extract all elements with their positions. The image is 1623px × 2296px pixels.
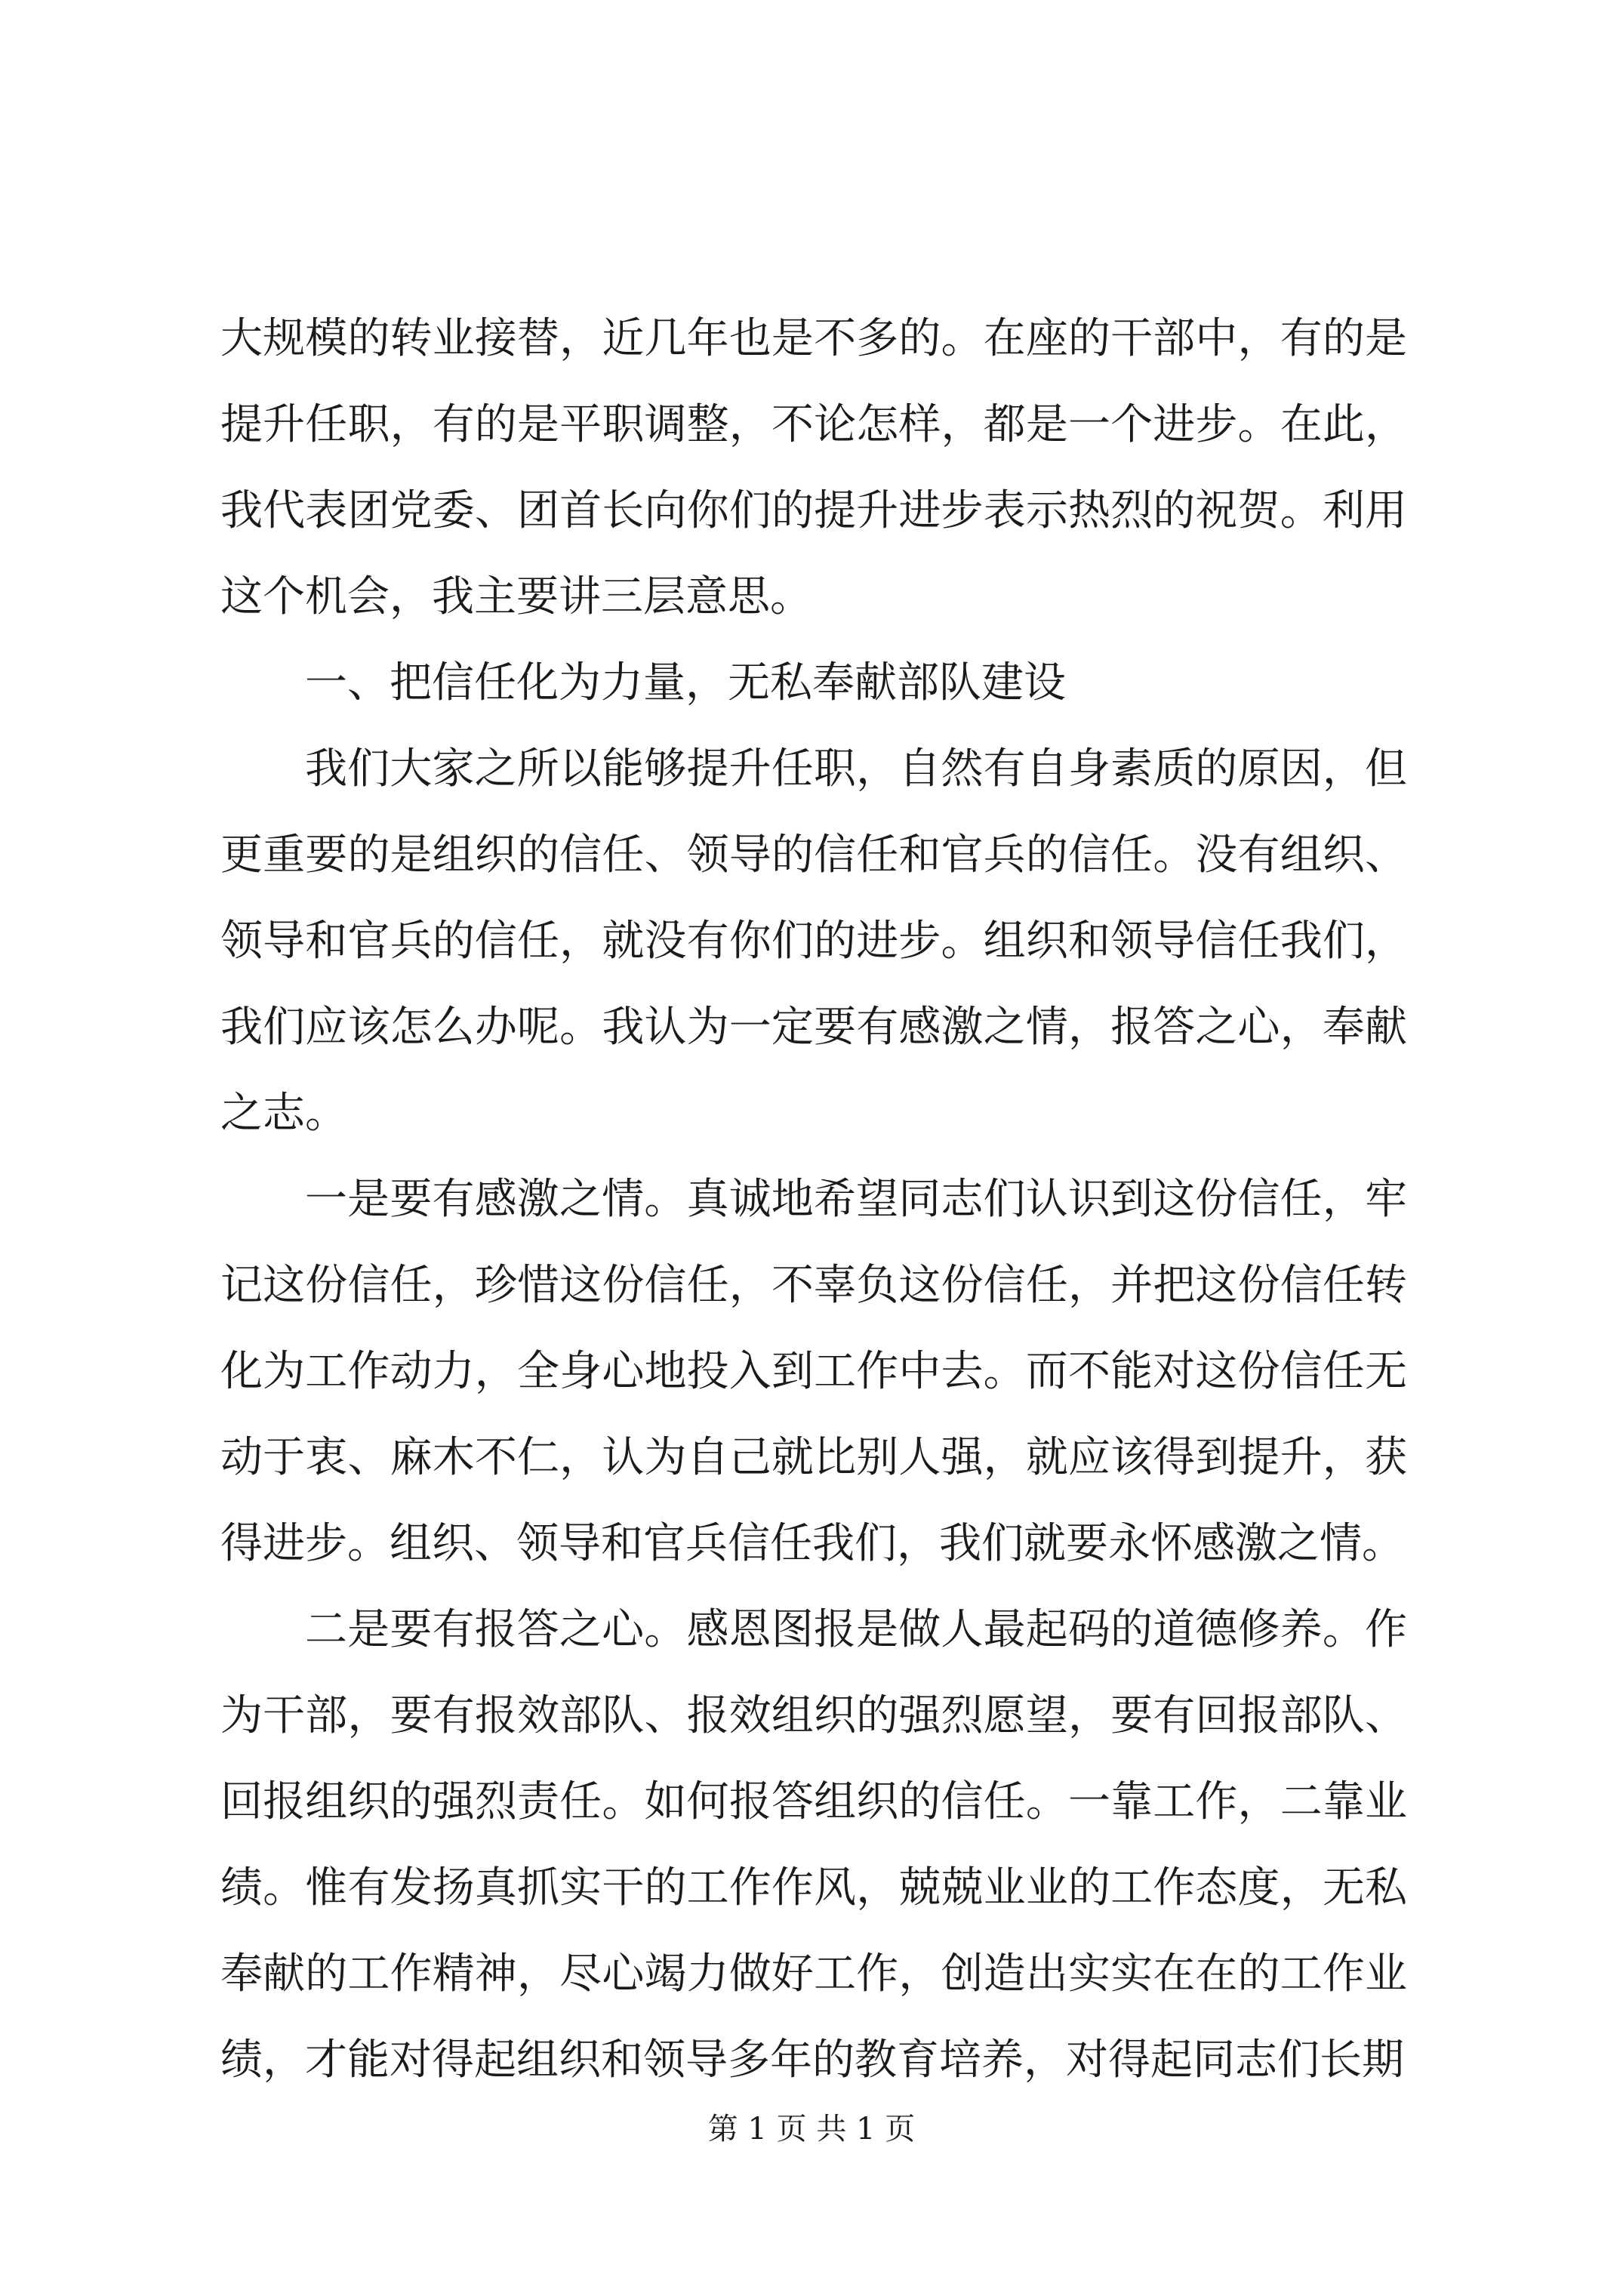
page-number-footer: 第 1 页 共 1 页 [707, 2112, 916, 2147]
document-body [220, 296, 1407, 2103]
section-heading: 一、把信任化为力量，无私奉献部队建设 [305, 658, 1066, 707]
paragraph: 二是要有报答之心。感恩图报是做人最起码的道德修养。作为干部，要有报效部队、报效组织的强烈愿望，要有回报部队、回报组织的强烈责任。如何报答组织的信任。一靠工作，二靠业绩。惟有发扬真抓实干的工作作风，兢兢业业的工作态度，无私奉献的工作精神，尽心竭力做好工作，创造出实实在在的工作业绩，才能对得起组织和领导多年的教育培养，对得起同志们长期 [220, 1605, 1407, 2085]
paragraph: 我们大家之所以能够提升任职，自然有自身素质的原因，但更重要的是组织的信任、领导的信任和官兵的信任。没有组织、领导和官兵的信任，就没有你们的进步。组织和领导信任我们，我们应该怎么办呢。我认为一定要有感激之情，报答之心，奉献之志。 [220, 744, 1407, 1138]
paragraph: 一是要有感激之情。真诚地希望同志们认识到这份信任，牢记这份信任，珍惜这份信任，不辜负这份信任，并把这份信任转化为工作动力，全身心地投入到工作中去。而不能对这份信任无动于衷、麻木不仁，认为自己就比别人强，就应该得到提升，获得进步。组织、领导和官兵信任我们，我们就要永怀感激之情。 [220, 1175, 1407, 1568]
paragraph-continued: 大规模的转业接替，近几年也是不多的。在座的干部中，有的是提升任职，有的是平职调整，不论怎样，都是一个进步。在此，我代表团党委、团首长向你们的提升进步表示热烈的祝贺。利用这个机会，我主要讲三层意思。 [220, 314, 1407, 621]
